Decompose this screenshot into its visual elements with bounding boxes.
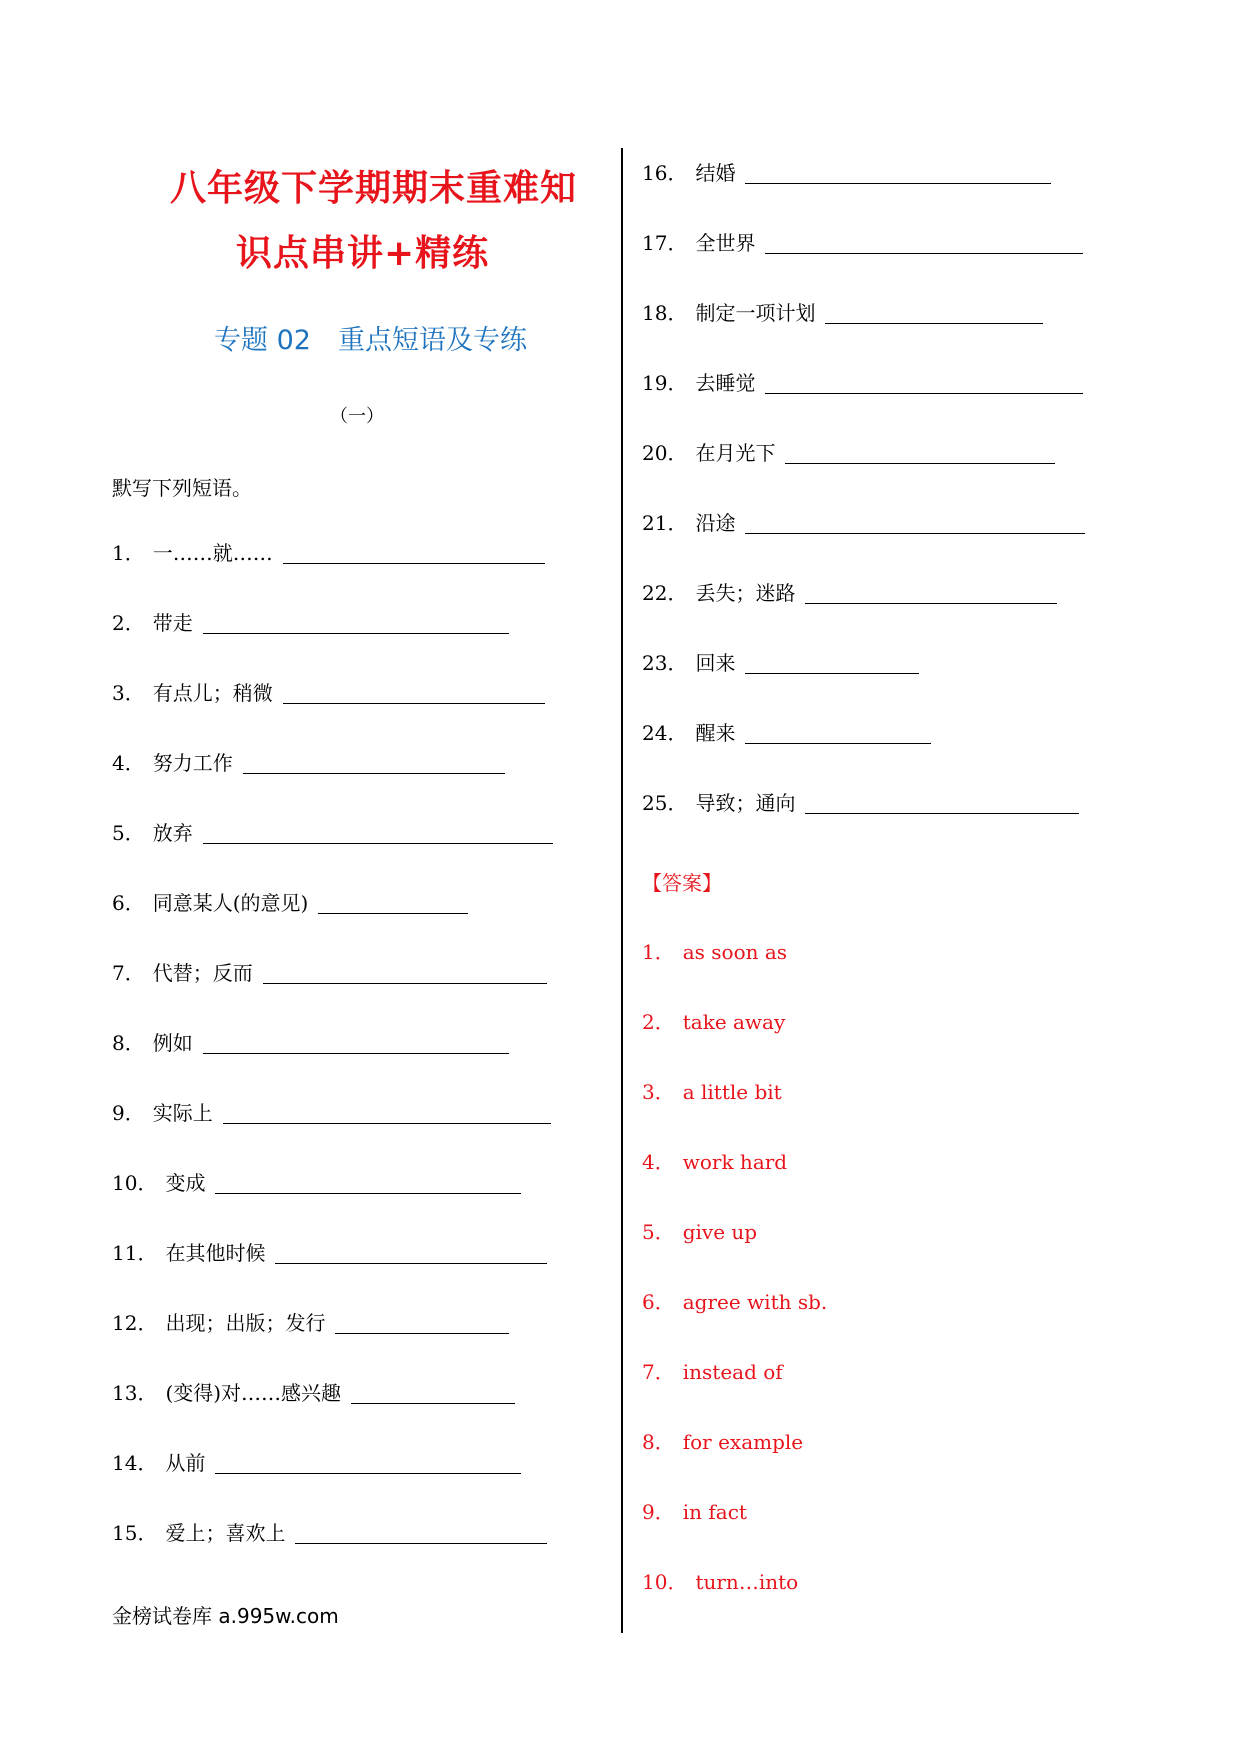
answer-blank	[263, 982, 547, 984]
instruction-text: 默写下列短语。	[112, 476, 252, 500]
answer-blank	[275, 1262, 547, 1264]
list-item: 1． 一……就……	[112, 538, 545, 566]
list-item: 6． 同意某人(的意见)	[112, 888, 468, 916]
answer-blank	[203, 842, 553, 844]
doc-title-line1: 八年级下学期期末重难知	[170, 168, 578, 209]
answer-item: 9． in fact	[642, 1500, 747, 1524]
list-item: 2． 带走	[112, 608, 509, 636]
list-item: 23． 回来	[642, 648, 919, 676]
answer-blank	[745, 532, 1085, 534]
answer-blank	[243, 772, 505, 774]
list-item: 14． 从前	[112, 1448, 521, 1476]
column-divider	[621, 148, 623, 1633]
answer-item: 5． give up	[642, 1220, 758, 1244]
answer-blank	[825, 322, 1043, 324]
answer-blank	[351, 1402, 515, 1404]
list-item: 22． 丢失；迷路	[642, 578, 1057, 606]
answer-blank	[203, 1052, 509, 1054]
answer-item: 8． for example	[642, 1430, 804, 1454]
list-item: 19． 去睡觉	[642, 368, 1083, 396]
list-item: 24． 醒来	[642, 718, 931, 746]
answer-blank	[805, 602, 1057, 604]
list-item: 7． 代替；反而	[112, 958, 547, 986]
list-item: 17． 全世界	[642, 228, 1083, 256]
answer-item: 3． a little bit	[642, 1080, 782, 1104]
answer-blank	[745, 672, 919, 674]
list-item: 13． (变得)对……感兴趣	[112, 1378, 515, 1406]
list-item: 10． 变成	[112, 1168, 521, 1196]
answer-blank	[785, 462, 1055, 464]
answer-blank	[295, 1542, 547, 1544]
answer-heading: 【答案】	[642, 871, 722, 895]
answer-blank	[215, 1192, 521, 1194]
answer-blank	[745, 182, 1051, 184]
list-item: 21． 沿途	[642, 508, 1085, 536]
list-item: 9． 实际上	[112, 1098, 551, 1126]
list-item: 4． 努力工作	[112, 748, 505, 776]
list-item: 18． 制定一项计划	[642, 298, 1043, 326]
list-item: 25． 导致；通向	[642, 788, 1079, 816]
answer-item: 7． instead of	[642, 1360, 783, 1384]
answer-item: 1． as soon as	[642, 940, 788, 964]
answer-blank	[283, 702, 545, 704]
list-item: 16． 结婚	[642, 158, 1051, 186]
answer-item: 6． agree with sb.	[642, 1290, 828, 1314]
answer-item: 4． work hard	[642, 1150, 788, 1174]
answer-item: 10． turn…into	[642, 1570, 799, 1594]
answer-blank	[765, 392, 1083, 394]
answer-item: 2． take away	[642, 1010, 786, 1034]
list-item: 3． 有点儿；稍微	[112, 678, 545, 706]
answer-blank	[765, 252, 1083, 254]
list-item: 11． 在其他时候	[112, 1238, 547, 1266]
answer-blank	[283, 562, 545, 564]
answer-blank	[203, 632, 509, 634]
list-item: 8． 例如	[112, 1028, 509, 1056]
answer-blank	[223, 1122, 551, 1124]
answer-blank	[745, 742, 931, 744]
doc-title-line2: 识点串讲+精练	[236, 233, 490, 274]
answer-blank	[215, 1472, 521, 1474]
section-label: （一）	[330, 406, 384, 427]
answer-blank	[318, 912, 468, 914]
list-item: 15． 爱上；喜欢上	[112, 1518, 547, 1546]
answer-blank	[335, 1332, 509, 1334]
list-item: 5． 放弃	[112, 818, 553, 846]
list-item: 20． 在月光下	[642, 438, 1055, 466]
list-item: 12． 出现；出版；发行	[112, 1308, 509, 1336]
footer-source: 金榜试卷库 a.995w.com	[112, 1604, 339, 1628]
doc-subtitle: 专题 02 重点短语及专练	[214, 325, 527, 356]
answer-blank	[805, 812, 1079, 814]
